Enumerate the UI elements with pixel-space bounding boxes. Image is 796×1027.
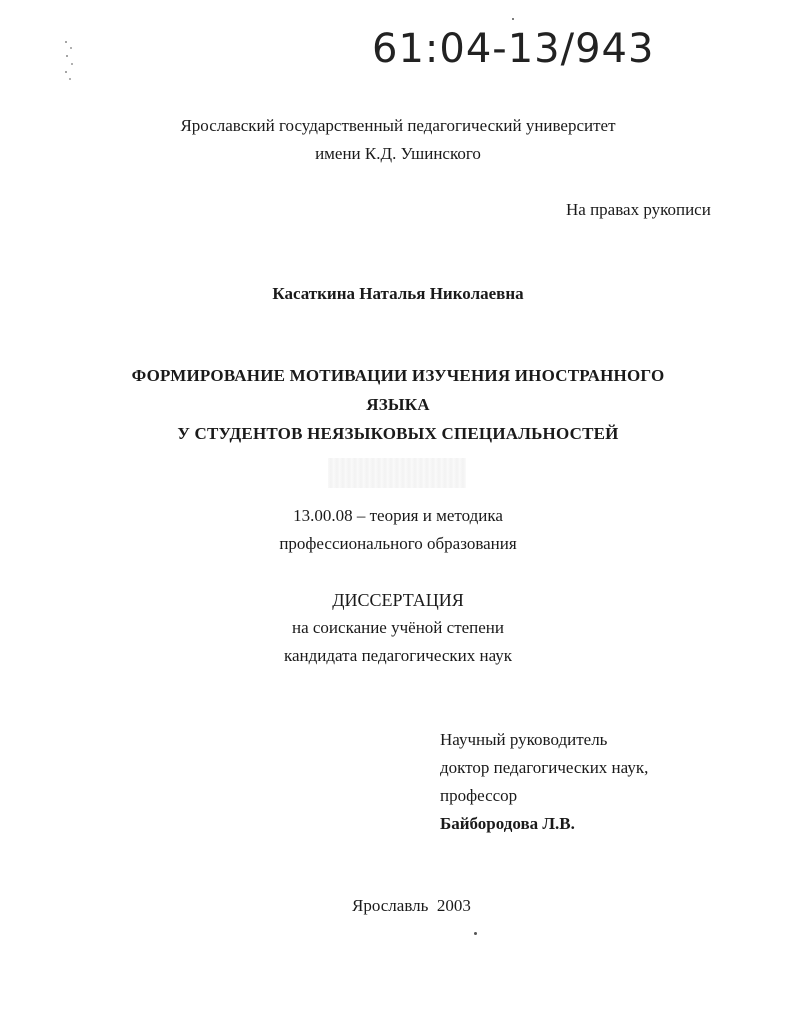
degree-line-1: на соискание учёной степени — [291, 618, 505, 637]
faint-stamp-smudge — [328, 458, 466, 488]
title-line-1: ФОРМИРОВАНИЕ МОТИВАЦИИ ИЗУЧЕНИЯ ИНОСТРАННОГО — [131, 366, 665, 385]
manuscript-rights-note: На правах рукописи — [566, 200, 711, 219]
handwritten-number-text: 61:04-13/943 — [372, 26, 655, 72]
title-line-2: ЯЗЫКА — [366, 395, 430, 414]
handwritten-archive-number — [368, 14, 698, 76]
place-and-year: Ярославль 2003 — [352, 896, 471, 915]
degree-line-2: кандидата педагогических наук — [283, 646, 513, 665]
specialty-line-1: 13.00.08 – теория и методика — [293, 506, 503, 525]
margin-marks-decoration — [62, 38, 76, 82]
institution-line-1: Ярославский государственный педагогический университет — [180, 116, 616, 135]
author-name: Касаткина Наталья Николаевна — [272, 284, 524, 303]
specialty-line-2: профессионального образования — [279, 534, 517, 553]
ink-dot — [512, 18, 514, 20]
supervisor-name: Байбородова Л.В. — [440, 814, 575, 833]
supervisor-line-3: профессор — [440, 786, 518, 805]
supervisor-line-2: доктор педагогических наук, — [440, 758, 649, 777]
title-line-3: У СТУДЕНТОВ НЕЯЗЫКОВЫХ СПЕЦИАЛЬНОСТЕЙ — [177, 424, 619, 443]
document-type-heading: ДИССЕРТАЦИЯ — [332, 590, 464, 610]
supervisor-line-1: Научный руководитель — [440, 730, 608, 749]
institution-line-2: имени К.Д. Ушинского — [315, 144, 481, 163]
ink-dot — [474, 932, 477, 935]
